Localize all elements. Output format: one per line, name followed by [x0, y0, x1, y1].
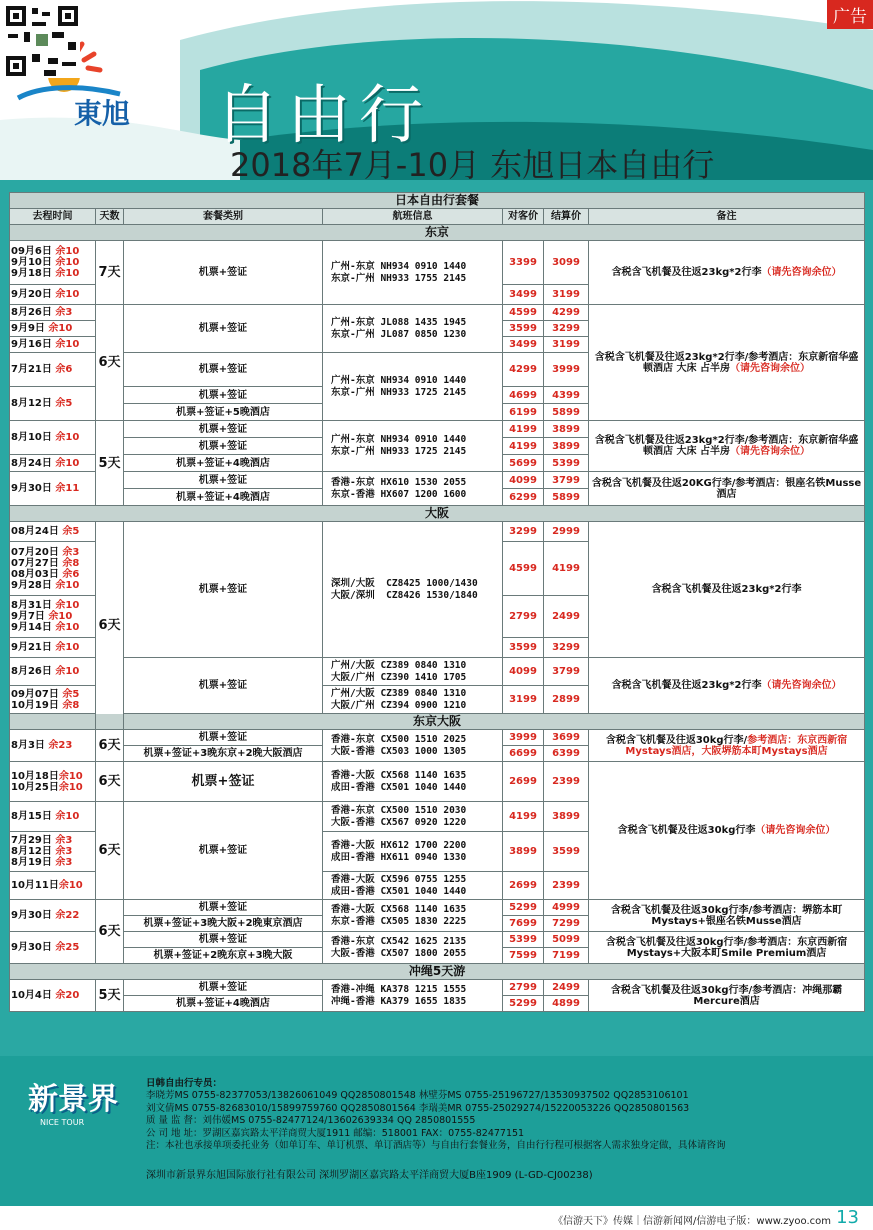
client-price: 4299	[503, 353, 544, 387]
days-cell: 5天	[96, 980, 124, 1012]
note-cell: 含税含飞机餐及往返30kg行李/参考酒店：东京西新宿Mystays酒店，大阪堺筋本町Mystays酒店	[589, 730, 865, 762]
date-cell: 9月16日 余10	[10, 337, 96, 353]
settle-price: 3599	[544, 832, 589, 872]
flight-cell: 广州/大阪 CZ389 0840 1310 大阪/广州 CZ390 1410 1705	[323, 658, 503, 686]
date-cell: 9月30日 余11	[10, 472, 96, 506]
package-cell: 机票+签证	[124, 472, 323, 489]
date-cell: 08月24日 余5	[10, 522, 96, 542]
table-title: 日本自由行套餐	[10, 193, 865, 209]
settle-price: 2399	[544, 872, 589, 900]
client-price: 3599	[503, 638, 544, 658]
package-cell: 机票+签证	[124, 932, 323, 948]
settle-price: 4199	[544, 542, 589, 596]
settle-price: 4899	[544, 996, 589, 1012]
settle-price: 2399	[544, 762, 589, 802]
settle-price: 3899	[544, 802, 589, 832]
qr-code-icon[interactable]	[0, 0, 80, 78]
col-header: 结算价	[544, 209, 589, 225]
col-header: 套餐类别	[124, 209, 323, 225]
package-cell: 机票+签证	[124, 387, 323, 404]
package-cell: 机票+签证	[124, 730, 323, 746]
flight-cell: 香港-东京 HX610 1530 2055 东京-香港 HX607 1200 1600	[323, 472, 503, 506]
package-cell: 机票+签证	[124, 353, 323, 387]
client-price: 5299	[503, 996, 544, 1012]
settle-price: 5899	[544, 404, 589, 421]
note-cell: 含税含飞机餐及往返23kg*2行李（请先咨询余位）	[589, 241, 865, 305]
package-cell: 机票+签证	[124, 762, 323, 802]
client-price: 4599	[503, 305, 544, 321]
days-cell: 5天	[96, 421, 124, 506]
settle-price: 3299	[544, 321, 589, 337]
note-cell: 含税含飞机餐及往返30kg行李/参考酒店：冲绳那霸Mercure酒店	[589, 980, 865, 1012]
date-cell: 8月10日 余10	[10, 421, 96, 455]
settle-price: 5399	[544, 455, 589, 472]
main-panel	[0, 180, 873, 1056]
date-cell: 9月9日 余10	[10, 321, 96, 337]
days-cell: 6天	[96, 762, 124, 802]
client-price: 6299	[503, 489, 544, 506]
flight-cell: 香港-冲绳 KA378 1215 1555 冲绳-香港 KA379 1655 1835	[323, 980, 503, 1012]
settle-price: 3299	[544, 638, 589, 658]
brand-name: 東旭	[74, 97, 131, 130]
date-cell: 9月21日 余10	[10, 638, 96, 658]
package-cell: 机票+签证+3晚大阪+2晚東京酒店	[124, 916, 323, 932]
date-cell: 09月07日 余5 10月19日 余8	[10, 686, 96, 714]
date-cell: 8月12日 余5	[10, 387, 96, 421]
date-cell: 09月6日 余10 9月10日 余10 9月18日 余10	[10, 241, 96, 285]
client-price: 5699	[503, 455, 544, 472]
package-cell: 机票+签证+4晚酒店	[124, 489, 323, 506]
section-tokyo: 东京	[10, 225, 865, 241]
col-header: 天数	[96, 209, 124, 225]
date-cell: 9月30日 余25	[10, 932, 96, 964]
client-price: 2799	[503, 596, 544, 638]
client-price: 3899	[503, 832, 544, 872]
client-price: 4099	[503, 658, 544, 686]
col-header: 航班信息	[323, 209, 503, 225]
client-price: 7699	[503, 916, 544, 932]
client-price: 4099	[503, 472, 544, 489]
client-price: 2799	[503, 980, 544, 996]
note-cell: 含税含飞机餐及往返30kg行李/参考酒店：堺筋本町Mystays+银座名铁Musse酒店	[589, 900, 865, 932]
note-cell: 含税含飞机餐及往返23kg*2行李/参考酒店：东京新宿华盛顿酒店 大床 占半房（请先咨询余位）	[589, 421, 865, 472]
section-okinawa: 冲绳5天游	[10, 964, 865, 980]
client-price: 6199	[503, 404, 544, 421]
package-cell: 机票+签证	[124, 900, 323, 916]
package-cell: 机票+签证+2晚东京+3晚大阪	[124, 948, 323, 964]
settle-price: 3199	[544, 285, 589, 305]
date-cell: 10月18日余10 10月25日余10	[10, 762, 96, 802]
client-price: 5399	[503, 932, 544, 948]
settle-price: 5899	[544, 489, 589, 506]
date-cell: 9月30日 余22	[10, 900, 96, 932]
note-cell: 含税含飞机餐及往返23kg*2行李（请先咨询余位）	[589, 658, 865, 714]
settle-price: 3899	[544, 421, 589, 438]
client-price: 4199	[503, 802, 544, 832]
settle-price: 3099	[544, 241, 589, 285]
client-price: 3299	[503, 522, 544, 542]
date-cell: 7月29日 余3 8月12日 余3 8月19日 余3	[10, 832, 96, 872]
flight-cell: 广州-东京 JL088 1435 1945 东京-广州 JL087 0850 1230	[323, 305, 503, 353]
date-cell: 8月26日 余10	[10, 658, 96, 686]
settle-price: 6399	[544, 746, 589, 762]
settle-price: 3799	[544, 472, 589, 489]
note-cell: 含税含飞机餐及往返30kg行李/参考酒店：东京西新宿Mystays+大阪本町Smile Premium酒店	[589, 932, 865, 964]
settle-price: 2499	[544, 980, 589, 996]
flight-cell: 广州/大阪 CZ389 0840 1310 大阪/广州 CZ394 0900 1210	[323, 686, 503, 714]
settle-price: 3199	[544, 337, 589, 353]
client-price: 2699	[503, 762, 544, 802]
client-price: 3199	[503, 686, 544, 714]
client-price: 3499	[503, 285, 544, 305]
settle-price: 7299	[544, 916, 589, 932]
date-cell: 8月15日 余10	[10, 802, 96, 832]
package-cell: 机票+签证	[124, 522, 323, 658]
footer-panel	[0, 1056, 873, 1206]
package-table	[9, 192, 865, 1012]
note-cell: 含税含飞机餐及往返23kg*2行李/参考酒店：东京新宿华盛顿酒店 大床 占半房（请先咨询余位）	[589, 305, 865, 421]
flight-cell: 香港-大阪 CX568 1140 1635 东京-香港 CX505 1830 2225	[323, 900, 503, 932]
settle-price: 3899	[544, 438, 589, 455]
settle-price: 2899	[544, 686, 589, 714]
flight-cell: 香港-东京 CX500 1510 2025 大阪-香港 CX503 1000 1305	[323, 730, 503, 762]
settle-price: 2999	[544, 522, 589, 542]
package-cell: 机票+签证	[124, 241, 323, 305]
package-cell: 机票+签证+4晚酒店	[124, 996, 323, 1012]
flight-cell: 香港-大阪 HX612 1700 2200 成田-香港 HX611 0940 1330	[323, 832, 503, 872]
bottom-bar	[0, 1206, 873, 1230]
flight-cell: 广州-东京 NH934 0910 1440 东京-广州 NH933 1755 2145	[323, 241, 503, 305]
contact-info: 日韩自由行专员： 李晓芳MS 0755-82377053/13826061049 QQ2850801548 林壁芬MS 0755-25196727/13530937502 QQ2853106101 刘文倩MS 0755-82683010/15899759760 QQ2850801564 李瑞美MR 0755-25029274/15220053226 QQ2850801563 质 量 监 督：刘伟媛MS 0755-82477124/13602639334 QQ 2850801555 公 司 地 址：罗湖区嘉宾路太平洋商贸大厦1911 邮编：518001 FAX：0755-82477151 注：本社也承接单项委托业务（如单订车、单订机票、单订酒店等）与自由行套餐业务，自由行行程可根据客人需求独身定做，具体请咨询	[146, 1078, 726, 1152]
flight-cell: 香港-东京 CX542 1625 2135 大阪-香港 CX507 1800 2055	[323, 932, 503, 964]
client-price: 4199	[503, 438, 544, 455]
company-line: 深圳市新景界东旭国际旅行社有限公司 深圳罗湖区嘉宾路太平洋商贸大厦B座1909 (L-GD-CJ00238)	[146, 1170, 593, 1181]
date-cell: 9月20日 余10	[10, 285, 96, 305]
package-cell: 机票+签证+5晚酒店	[124, 404, 323, 421]
client-price: 2699	[503, 872, 544, 900]
package-cell: 机票+签证	[124, 658, 323, 714]
date-cell: 8月24日 余10	[10, 455, 96, 472]
settle-price: 4999	[544, 900, 589, 916]
date-cell: 8月31日 余10 9月7日 余10 9月14日 余10	[10, 596, 96, 638]
package-cell: 机票+签证	[124, 802, 323, 900]
client-price: 6699	[503, 746, 544, 762]
agency-logo: 新景界 NICE TOUR	[28, 1082, 118, 1127]
package-cell: 机票+签证	[124, 438, 323, 455]
days-cell: 6天	[96, 900, 124, 964]
date-cell: 10月11日余10	[10, 872, 96, 900]
settle-price: 4399	[544, 387, 589, 404]
page-number: 13	[836, 1207, 859, 1228]
note-cell: 含税含飞机餐及往返23kg*2行李	[589, 522, 865, 658]
package-cell: 机票+签证+3晚东京+2晚大阪酒店	[124, 746, 323, 762]
settle-price: 3799	[544, 658, 589, 686]
section-osaka: 大阪	[10, 506, 865, 522]
flight-cell: 广州-东京 NH934 0910 1440 东京-广州 NH933 1725 2145	[323, 421, 503, 472]
col-header: 对客价	[503, 209, 544, 225]
settle-price: 2499	[544, 596, 589, 638]
header-title: 自由行	[215, 79, 431, 153]
ad-tag-right: 广告	[827, 0, 873, 29]
client-price: 3499	[503, 337, 544, 353]
package-cell: 机票+签证	[124, 980, 323, 996]
flight-cell: 香港-大阪 CX596 0755 1255 成田-香港 CX501 1040 1440	[323, 872, 503, 900]
client-price: 5299	[503, 900, 544, 916]
days-cell: 6天	[96, 730, 124, 762]
flight-cell: 香港-大阪 CX568 1140 1635 成田-香港 CX501 1040 1440	[323, 762, 503, 802]
settle-price: 7199	[544, 948, 589, 964]
client-price: 4699	[503, 387, 544, 404]
days-cell: 6天	[96, 305, 124, 421]
header-subtitle: 2018年7月-10月 东旭日本自由行	[230, 146, 715, 180]
package-cell: 机票+签证+4晚酒店	[124, 455, 323, 472]
header-banner	[0, 0, 873, 180]
date-cell: 07月20日 余3 07月27日 余8 08月03日 余6 9月28日 余10	[10, 542, 96, 596]
col-header: 备注	[589, 209, 865, 225]
col-header: 去程时间	[10, 209, 96, 225]
note-cell: 含税含飞机餐及往返20KG行李/参考酒店：银座名铁Musse酒店	[589, 472, 865, 506]
days-cell: 6天	[96, 802, 124, 900]
client-price: 3399	[503, 241, 544, 285]
flight-cell: 广州-东京 NH934 0910 1440 东京-广州 NH933 1725 2145	[323, 353, 503, 421]
flight-cell: 深圳/大阪 CZ8425 1000/1430 大阪/深圳 CZ8426 1530/1840	[323, 522, 503, 658]
note-cell: 含税含飞机餐及往返30kg行李（请先咨询余位）	[589, 762, 865, 900]
client-price: 4199	[503, 421, 544, 438]
date-cell: 8月26日 余3	[10, 305, 96, 321]
date-cell: 10月4日 余20	[10, 980, 96, 1012]
days-cell: 7天	[96, 241, 124, 305]
client-price: 4599	[503, 542, 544, 596]
settle-price: 4299	[544, 305, 589, 321]
client-price: 3599	[503, 321, 544, 337]
package-cell: 机票+签证	[124, 305, 323, 353]
section-tokyo-osaka: 东京大阪	[10, 714, 865, 730]
client-price: 3999	[503, 730, 544, 746]
publisher-text: 《信游天下》传媒｜信游新闻网/信游电子版：www.zyoo.com	[553, 1216, 831, 1227]
date-cell: 8月3日 余23	[10, 730, 96, 762]
settle-price: 5099	[544, 932, 589, 948]
package-cell: 机票+签证	[124, 421, 323, 438]
settle-price: 3999	[544, 353, 589, 387]
days-cell: 6天	[96, 522, 124, 730]
client-price: 7599	[503, 948, 544, 964]
flight-cell: 香港-东京 CX500 1510 2030 大阪-香港 CX567 0920 1220	[323, 802, 503, 832]
settle-price: 3699	[544, 730, 589, 746]
date-cell: 7月21日 余6	[10, 353, 96, 387]
